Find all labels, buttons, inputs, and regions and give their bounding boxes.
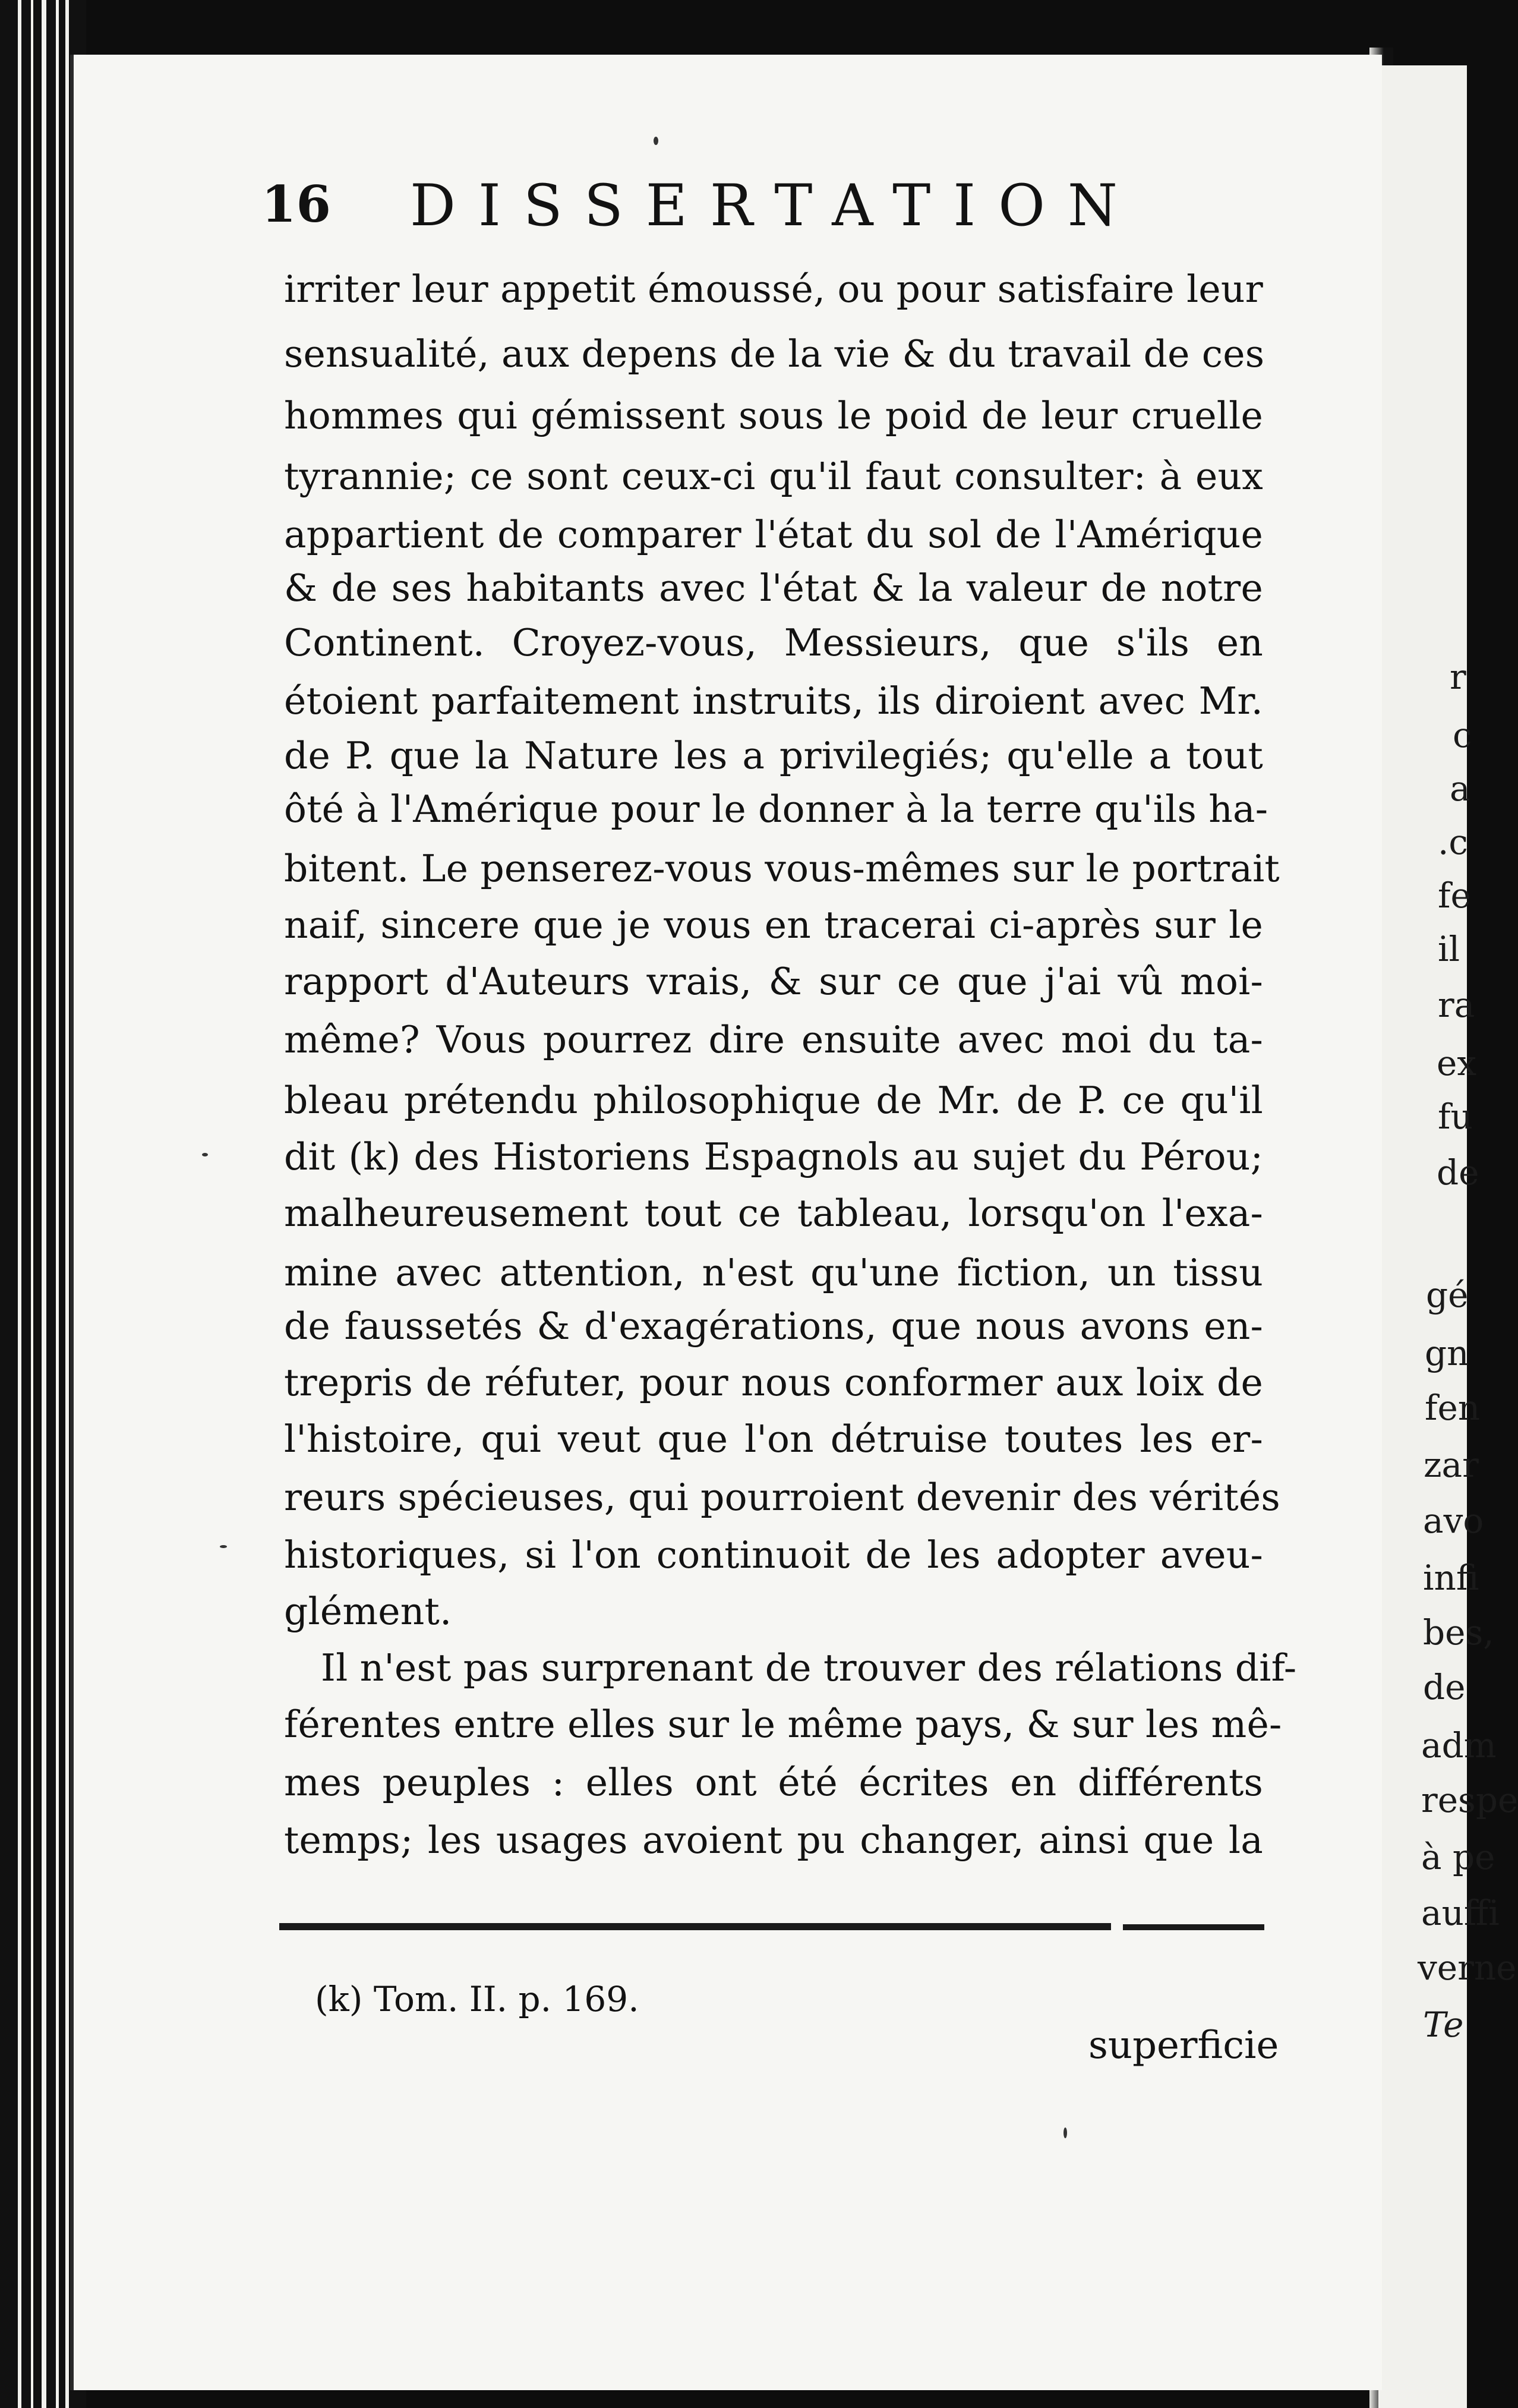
facing-page-fragment: r — [1450, 657, 1466, 697]
text-line: dit (k) des Historiens Espagnols au sujet du Pérou; — [284, 1135, 1263, 1178]
facing-page-fragment: gé — [1426, 1275, 1469, 1315]
text-line: trepris de réfuter, pour nous conformer aux loix de — [284, 1361, 1263, 1404]
catchword: superficie — [1088, 2024, 1279, 2067]
facing-page-fragment: fe — [1438, 875, 1471, 916]
print-speck — [1063, 2128, 1067, 2138]
facing-page-fragment: il — [1438, 929, 1460, 969]
text-line: rapport d'Auteurs vrais, & sur ce que j'ai vû moi- — [284, 960, 1263, 1003]
text-line: temps; les usages avoient pu changer, ainsi que la — [284, 1818, 1263, 1862]
text-line: Il n'est pas surprenant de trouver des rélations dif- — [321, 1646, 1297, 1690]
page-edge-strip — [56, 0, 59, 2408]
print-speck — [654, 137, 658, 145]
facing-page-fragment: avo — [1423, 1501, 1484, 1541]
facing-page-fragment: fu — [1438, 1096, 1473, 1137]
facing-page — [1378, 65, 1467, 2408]
footnote-rule — [279, 1923, 1111, 1930]
facing-page-fragment: respe — [1421, 1780, 1518, 1820]
page-edge-strip — [42, 0, 46, 2408]
facing-page-fragment: infi — [1423, 1558, 1479, 1598]
text-line: hommes qui gémissent sous le poid de leur cruelle — [284, 394, 1263, 437]
text-line: naif, sincere que je vous en tracerai ci-après sur le — [284, 903, 1263, 947]
running-title: DISSERTATION — [410, 172, 1140, 239]
text-line: étoient parfaitement instruits, ils diroient avec Mr. — [284, 679, 1263, 723]
text-line: l'histoire, qui veut que l'on détruise toutes les er- — [284, 1417, 1263, 1461]
page-edge-strip — [18, 0, 21, 2408]
facing-page-fragment: .c — [1438, 822, 1468, 862]
text-line: malheureusement tout ce tableau, lorsqu'on l'exa- — [284, 1192, 1263, 1235]
facing-page-fragment: de — [1437, 1152, 1479, 1193]
text-line: tyrannie; ce sont ceux-ci qu'il faut consulter: à eux — [284, 455, 1263, 498]
facing-page-fragment: Te — [1423, 2004, 1464, 2045]
page-edge-strip — [31, 0, 33, 2408]
text-line: reurs spécieuses, qui pourroient devenir des vérités — [284, 1476, 1280, 1519]
facing-page-fragment: gn — [1425, 1333, 1469, 1373]
facing-page-fragment: de — [1423, 1667, 1466, 1707]
text-line: mes peuples : elles ont été écrites en différents — [284, 1761, 1263, 1804]
page-edge-strip — [65, 0, 69, 2408]
text-line: de faussetés & d'exagérations, que nous avons en- — [284, 1304, 1263, 1348]
print-speck — [202, 1153, 208, 1156]
facing-page-fragment: ex — [1437, 1043, 1477, 1083]
text-line: mine avec attention, n'est qu'une fiction, un tissu — [284, 1251, 1263, 1294]
facing-page-fragment: bes, — [1423, 1612, 1494, 1653]
text-line: historiques, si l'on continuoit de les adopter aveu- — [284, 1533, 1263, 1577]
text-line: Continent. Croyez-vous, Messieurs, que s'ils en — [284, 621, 1263, 664]
text-line: sensualité, aux depens de la vie & du travail de ces — [284, 332, 1265, 376]
facing-page-fragment: c — [1453, 715, 1472, 755]
text-line: glément. — [284, 1590, 452, 1633]
facing-page-fragment: fen — [1425, 1388, 1481, 1428]
text-line: de P. que la Nature les a privilegiés; qu'elle a tout — [284, 734, 1263, 777]
print-speck — [220, 1545, 227, 1548]
facing-page-fragment: ra — [1438, 985, 1475, 1025]
text-line: férentes entre elles sur le même pays, & sur les mê- — [284, 1703, 1282, 1746]
text-line: & de ses habitants avec l'état & la valeur de notre — [284, 566, 1263, 610]
page-number: 16 — [261, 175, 331, 234]
text-line: bitent. Le penserez-vous vous-mêmes sur le portrait — [284, 847, 1280, 890]
facing-page-fragment: verne — [1418, 1947, 1517, 1988]
text-line: même? Vous pourrez dire ensuite avec moi du ta- — [284, 1018, 1263, 1061]
text-line: bleau prétendu philosophique de Mr. de P. ce qu'il — [284, 1079, 1263, 1122]
footnote: (k) Tom. II. p. 169. — [315, 1979, 639, 2019]
text-line: irriter leur appetit émoussé, ou pour satisfaire leur — [284, 267, 1263, 311]
text-line: ôté à l'Amérique pour le donner à la terre qu'ils ha- — [284, 787, 1268, 831]
facing-page-fragment: auffi — [1421, 1893, 1500, 1933]
text-line: appartient de comparer l'état du sol de l'Amérique — [284, 513, 1263, 556]
facing-page-fragment: a — [1450, 768, 1470, 809]
facing-page-fragment: zar — [1424, 1445, 1479, 1485]
facing-page-fragment: adm — [1421, 1725, 1497, 1766]
facing-page-fragment: à pe — [1421, 1837, 1495, 1877]
footnote-rule-short — [1123, 1924, 1264, 1930]
